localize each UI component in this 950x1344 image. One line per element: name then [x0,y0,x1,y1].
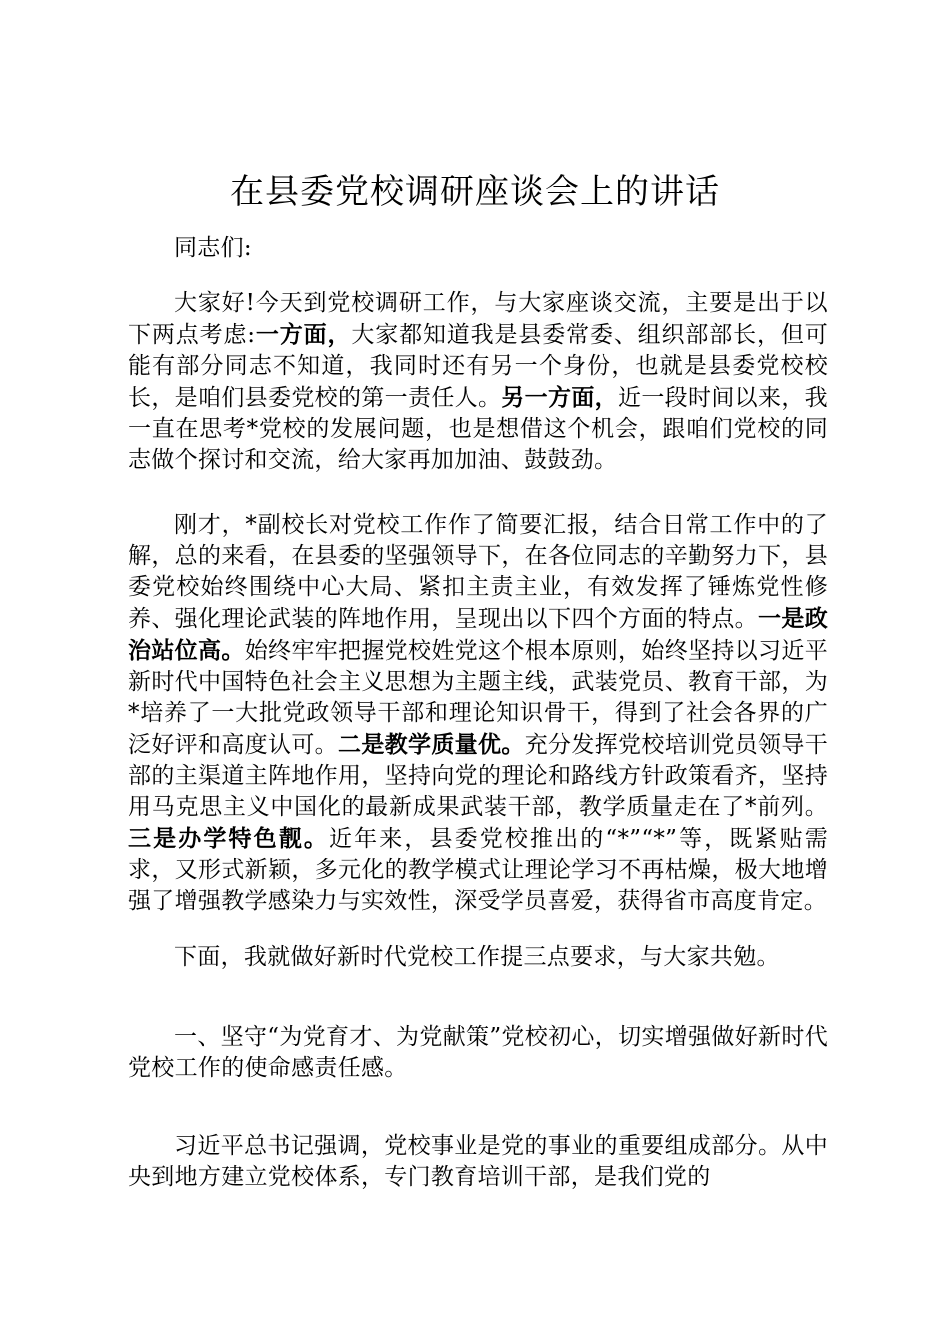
paragraph-1 [128,288,828,476]
paragraph-3 [128,942,828,973]
bold-run: 三是办学特色靓。 [128,825,330,852]
text-run: 始终牢牢把握党校姓党这个根本原则，始终坚持以习近平新时代中国特色社会主义思想为主题主线，武装党员、教育干部，为*培养了一大批党政领导干部和理论知识骨干，得到了社会各界的广泛好评和高度认可。 [128,638,829,758]
greeting [128,233,828,264]
paragraph-4 [128,1022,828,1084]
paragraph-2 [128,510,828,917]
bold-run: 一方面， [255,321,352,348]
document-title: 在县委党校调研座谈会上的讲话 [230,172,720,212]
bold-run: 二是教学质量优。 [338,731,525,758]
paragraph-1-text [128,288,828,476]
paragraph-2-text [128,510,828,917]
section-heading-1: 一、坚守“为党育才、为党献策”党校初心，切实增强做好新时代党校工作的使命感责任感。 [128,1024,828,1081]
paragraph-5-text: 习近平总书记强调，党校事业是党的事业的重要组成部分。从中央到地方建立党校体系，专门教育培训干部，是我们党的 [128,1133,828,1190]
text-run: 充分发挥党校培训党员领导干部的主渠道主阵地作用，坚持向党的理论和路线方针政策看齐，坚持用马克思主义中国化的最新成果武装干部，教学质量走在了*前列。 [128,732,828,820]
text-run: 近年来，县委党校推出的“*”“*”等，既紧贴需求，又形式新颖，多元化的教学模式让理论学习不再枯燥，极大地增强了增强教学感染力与实效性，深受学员喜爱，获得省市高度肯定。 [128,826,828,914]
text-run: 刚才，*副校长对党校工作作了简要汇报，结合日常工作中的了解，总的来看，在县委的坚强领导下，在各位同志的辛勤努力下，县委党校始终围绕中心大局、紧扣主责主业，有效发挥了锤炼党性修养、强化理论武装的阵地作用，呈现出以下四个方面的特点。 [128,512,828,632]
bold-run: 一是政治站位高。 [128,605,828,664]
greeting-text: 同志们: [174,235,252,261]
text-run: 大家都知道我是县委常委、组织部部长，但可能有部分同志不知道，我同时还有另一个身份，也就是县委党校校长，是咱们县委党校的第一责任人。 [128,322,828,411]
paragraph-5 [128,1131,828,1193]
text-run: 大家好!今天到党校调研工作，与大家座谈交流，主要是出于以下两点考虑: [128,290,828,348]
bold-run: 另一方面， [501,384,619,411]
paragraph-3-text: 下面，我就做好新时代党校工作提三点要求，与大家共勉。 [174,944,780,970]
text-run: 近一段时间以来，我一直在思考*党校的发展问题，也是想借这个机会，跟咱们党校的同志做个探讨和交流，给大家再加加油、鼓鼓劲。 [128,385,828,473]
